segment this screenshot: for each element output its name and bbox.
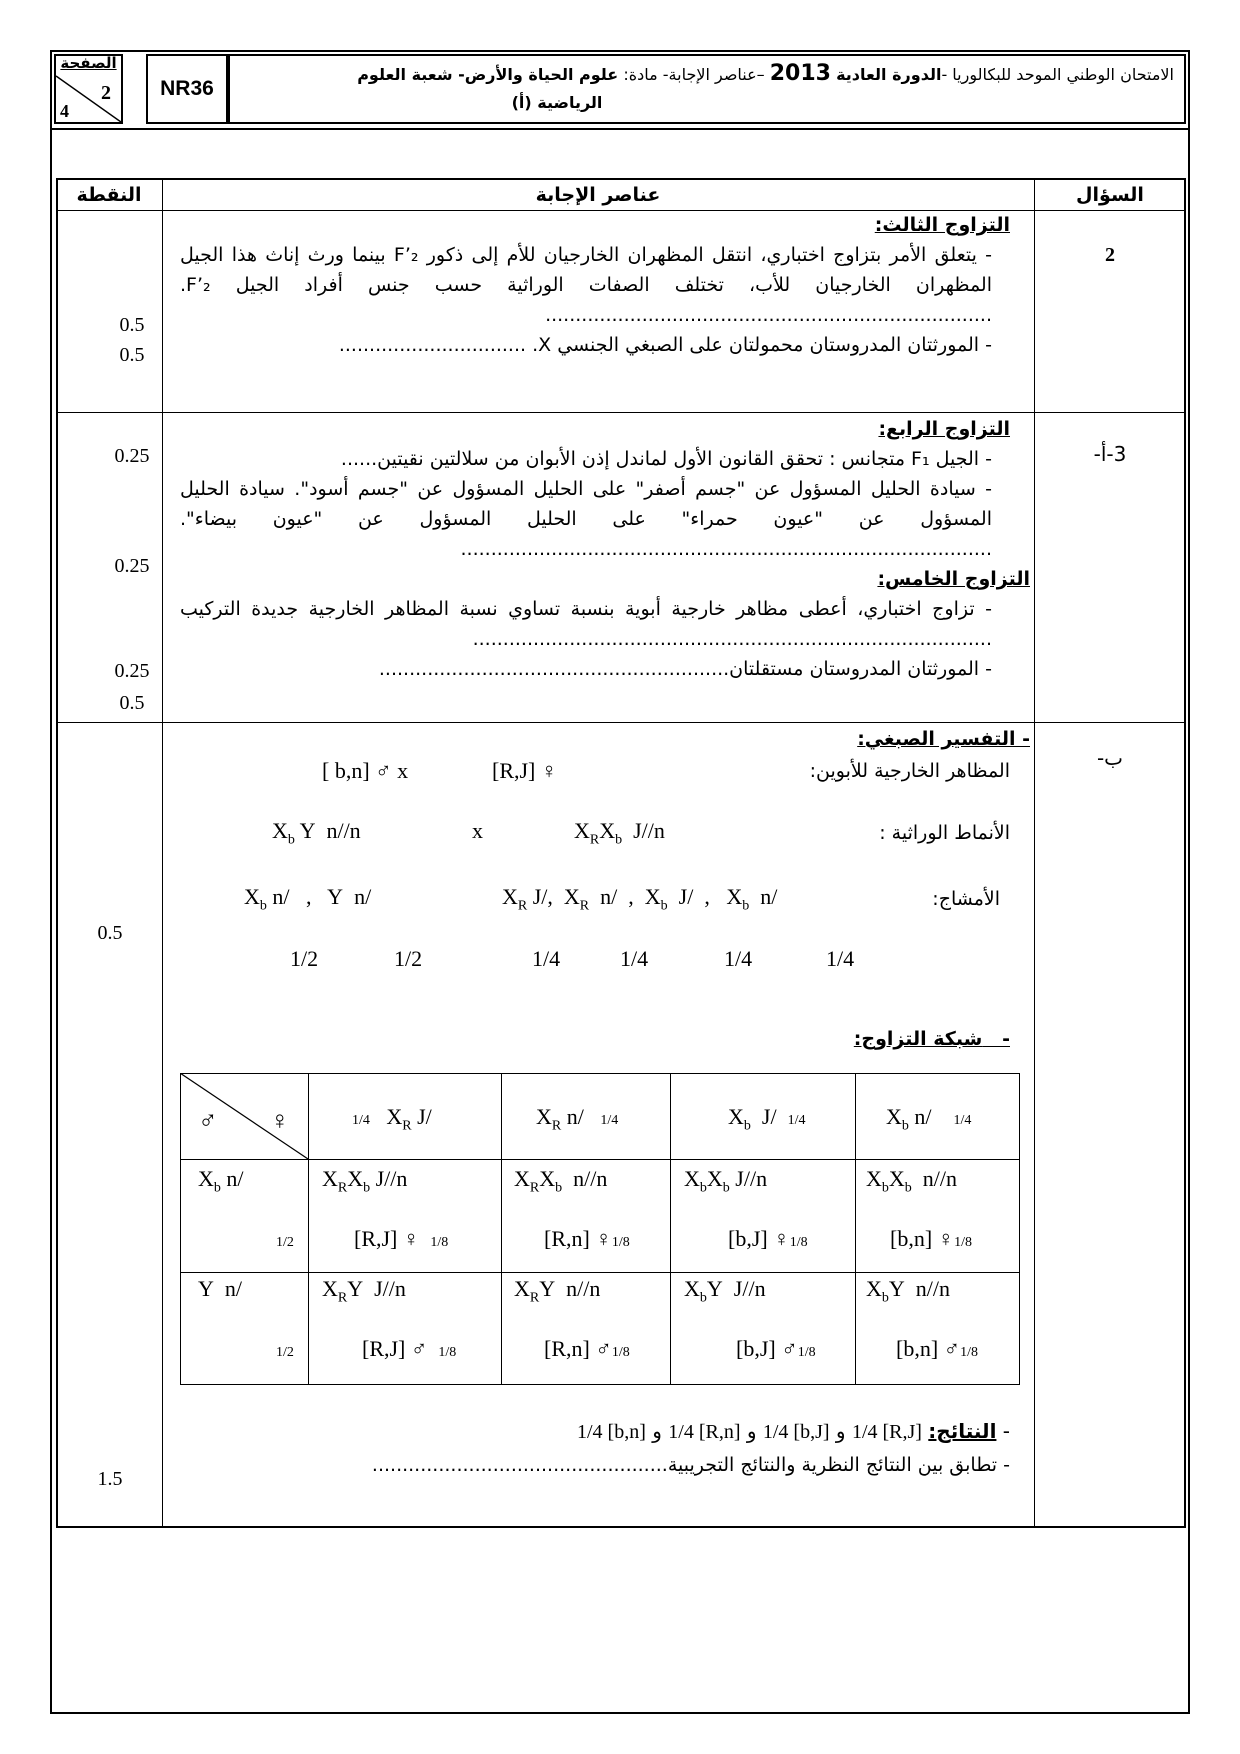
page-label: الصفحة — [60, 54, 117, 72]
header-question: السؤال — [1076, 184, 1144, 206]
header-points: النقطة — [76, 184, 142, 206]
pn-row-Yn: Y n/ — [198, 1276, 242, 1301]
col-divider-points — [162, 178, 163, 1528]
section2-bullet3: - تزاوج اختباري، أعطى مظاهر خارجية أبوية بنسبة تساوي نسبة المظاهر الخارجية جديدة التركيب ...................................................................................... — [180, 598, 992, 650]
section2-content — [180, 414, 1030, 684]
col-divider-question — [1034, 178, 1035, 1528]
page-total: 4 — [60, 101, 69, 121]
header-divider — [52, 128, 1188, 130]
points-s2-3: 0.25 — [114, 660, 150, 682]
page-number: 2 — [101, 82, 111, 104]
phenotypes-label: المظاهر الخارجية للأبوين: — [809, 760, 1010, 782]
pn-cell-2-4-phenotype: [b,n] ♂1/8 — [896, 1336, 979, 1361]
phenotype-male: [ b,n] ♂ x — [322, 758, 409, 783]
pn-cell-1-1-genotype: $X_RX_b$ J//n — [322, 1166, 408, 1196]
points-s3-gametes: 0.5 — [97, 922, 123, 944]
male-gametes: $X_b$ n/ , Y n/ — [244, 884, 372, 914]
phenotype-female: [R,J] ♀ — [492, 758, 558, 783]
section1-bullet2: - المورثتان المدروستان محمولتان على الصبغي الجنسي X. ............................... — [338, 334, 992, 356]
pn-row-1 — [180, 1159, 1020, 1160]
pn-cell-1-2-phenotype: [R,n] ♀1/8 — [544, 1226, 630, 1251]
section1-content — [180, 210, 1010, 360]
genotypes-label: الأنماط الوراثية : — [879, 822, 1010, 844]
results-line: - النتائج: 1/4 [R,J] و 1/4 [b,J] و 1/4 [R,n] و 1/4 [b,n] — [576, 1419, 1010, 1443]
section2-heading5: التزاوج الخامس: — [877, 568, 1030, 590]
female-gamete-prob-3: 1/4 — [724, 946, 753, 971]
section2-bullet2: - سيادة الحليل المسؤول عن "جسم أصفر" على الحليل المسؤول عن "جسم أسود". سيادة الحليل المسؤول عن "عيون حمراء" على الحليل المسؤول عن "عيون بيضاء". ........................................................................................ — [180, 478, 992, 560]
pn-cell-1-1-phenotype: [R,J] ♀ 1/8 — [354, 1226, 449, 1251]
gametes-label: الأمشاج: — [932, 888, 1000, 910]
conclusion-line: - تطابق بين النتائج النظرية والنتائج التجريبية................................................. — [371, 1454, 1010, 1476]
pn-female-symbol: ♀ — [270, 1106, 290, 1135]
pn-col-2 — [501, 1073, 502, 1385]
genotype-male: $X_b$ Y n//n — [272, 818, 361, 848]
section2-bullet1: - الجيل F₁ متجانس : تحقق القانون الأول لماندل إذن الأبوان من سلالتين نقيتين...... — [340, 448, 992, 470]
points-s2-4: 0.5 — [119, 692, 145, 714]
pn-col-4 — [855, 1073, 856, 1385]
page-number-box — [54, 54, 123, 124]
section1-bullet1: - يتعلق الأمر بتزاوج اختباري، انتقل المظهران الخارجيان للأم إلى ذكور F’₂ بينما ورث إناث هذا الجيل المظهران الخارجيان للأب، تختلف الصفات الوراثية حسب جنس أفراد الجيل F’₂. .......................................................................... — [180, 244, 992, 326]
pn-col-1 — [308, 1073, 309, 1385]
female-gamete-prob-4: 1/4 — [826, 946, 855, 971]
pn-row-Xbn: $X_b$ n/ — [198, 1166, 244, 1196]
pn-cell-2-4-genotype: $X_bY$ n//n — [866, 1276, 951, 1306]
pn-header-XRJ: 1/4 $X_R$ J/ — [352, 1104, 432, 1134]
pn-header-XbJ: $X_b$ J/ 1/4 — [728, 1104, 806, 1134]
section2-bullet4: - المورثتان المدروستان مستقلتان.......................................................... — [378, 658, 992, 680]
exam-title: الامتحان الوطني الموحد للبكالوريا -الدورة العادية 2013 –عناصر الإجابة- مادة: علوم الحياة والأرض- شعبة العلوم الرياضية (أ) — [228, 54, 1186, 124]
pn-cell-2-2-genotype: $X_RY$ n//n — [514, 1276, 601, 1306]
row-line-1 — [56, 412, 1186, 413]
pn-cell-1-3-genotype: $X_bX_b$ J//n — [684, 1166, 768, 1196]
section3-heading: - التفسير الصبغي: — [857, 728, 1030, 750]
pn-cell-1-2-genotype: $X_RX_b$ n//n — [514, 1166, 608, 1196]
section2-heading4: التزاوج الرابع: — [878, 418, 1010, 440]
row-line-2 — [56, 722, 1186, 723]
points-s2-1: 0.25 — [114, 445, 150, 467]
pn-cell-2-1-genotype: $X_RY$ J//n — [322, 1276, 406, 1306]
points-s3-final: 1.5 — [97, 1468, 123, 1490]
pn-row-2 — [180, 1272, 1020, 1273]
points-s1-2: 0.5 — [119, 344, 145, 366]
pn-cell-1-4-phenotype: [b,n] ♀1/8 — [890, 1226, 973, 1251]
section1-heading: التزاوج الثالث: — [874, 214, 1010, 236]
exam-code: NR36 — [146, 54, 228, 124]
pn-header-Xbn: $X_b$ n/ 1/4 — [886, 1104, 972, 1134]
header-answers: عناصر الإجابة — [535, 184, 661, 206]
female-gametes: $X_R$ J/, $X_R$ n/ , $X_b$ J/ , $X_b$ n/ — [502, 884, 778, 914]
pn-header-XRn: $X_R$ n/ 1/4 — [536, 1104, 619, 1134]
pn-col-3 — [670, 1073, 671, 1385]
male-gamete-prob-2: 1/2 — [394, 946, 423, 971]
question-number-3a: 3-أ- — [1093, 442, 1127, 466]
female-gamete-prob-1: 1/4 — [532, 946, 561, 971]
pn-cell-2-2-phenotype: [R,n] ♂1/8 — [544, 1336, 630, 1361]
cross-heading: - شبكة التزاوج: — [853, 1028, 1010, 1050]
points-s1-1: 0.5 — [119, 314, 145, 336]
pn-cell-1-4-genotype: $X_bX_b$ n//n — [866, 1166, 958, 1196]
male-gamete-prob-1: 1/2 — [290, 946, 319, 971]
pn-cell-2-3-phenotype: [b,J] ♂1/8 — [736, 1336, 816, 1361]
cross-symbol: x — [472, 818, 483, 843]
pn-row-Xbn-prob: 1/2 — [276, 1235, 294, 1250]
question-number-2: 2 — [1105, 244, 1115, 266]
genotype-female: $X_RX_b$ J//n — [574, 818, 665, 848]
pn-cell-1-3-phenotype: [b,J] ♀1/8 — [728, 1226, 808, 1251]
pn-row-Yn-prob: 1/2 — [276, 1345, 294, 1360]
pn-male-symbol: ♂ — [198, 1106, 218, 1135]
points-s2-2: 0.25 — [114, 555, 150, 577]
pn-cell-2-1-phenotype: [R,J] ♂ 1/8 — [362, 1336, 457, 1361]
pn-cell-2-3-genotype: $X_bY$ J//n — [684, 1276, 766, 1306]
female-gamete-prob-2: 1/4 — [620, 946, 649, 971]
question-number-b: ب- — [1096, 746, 1124, 770]
